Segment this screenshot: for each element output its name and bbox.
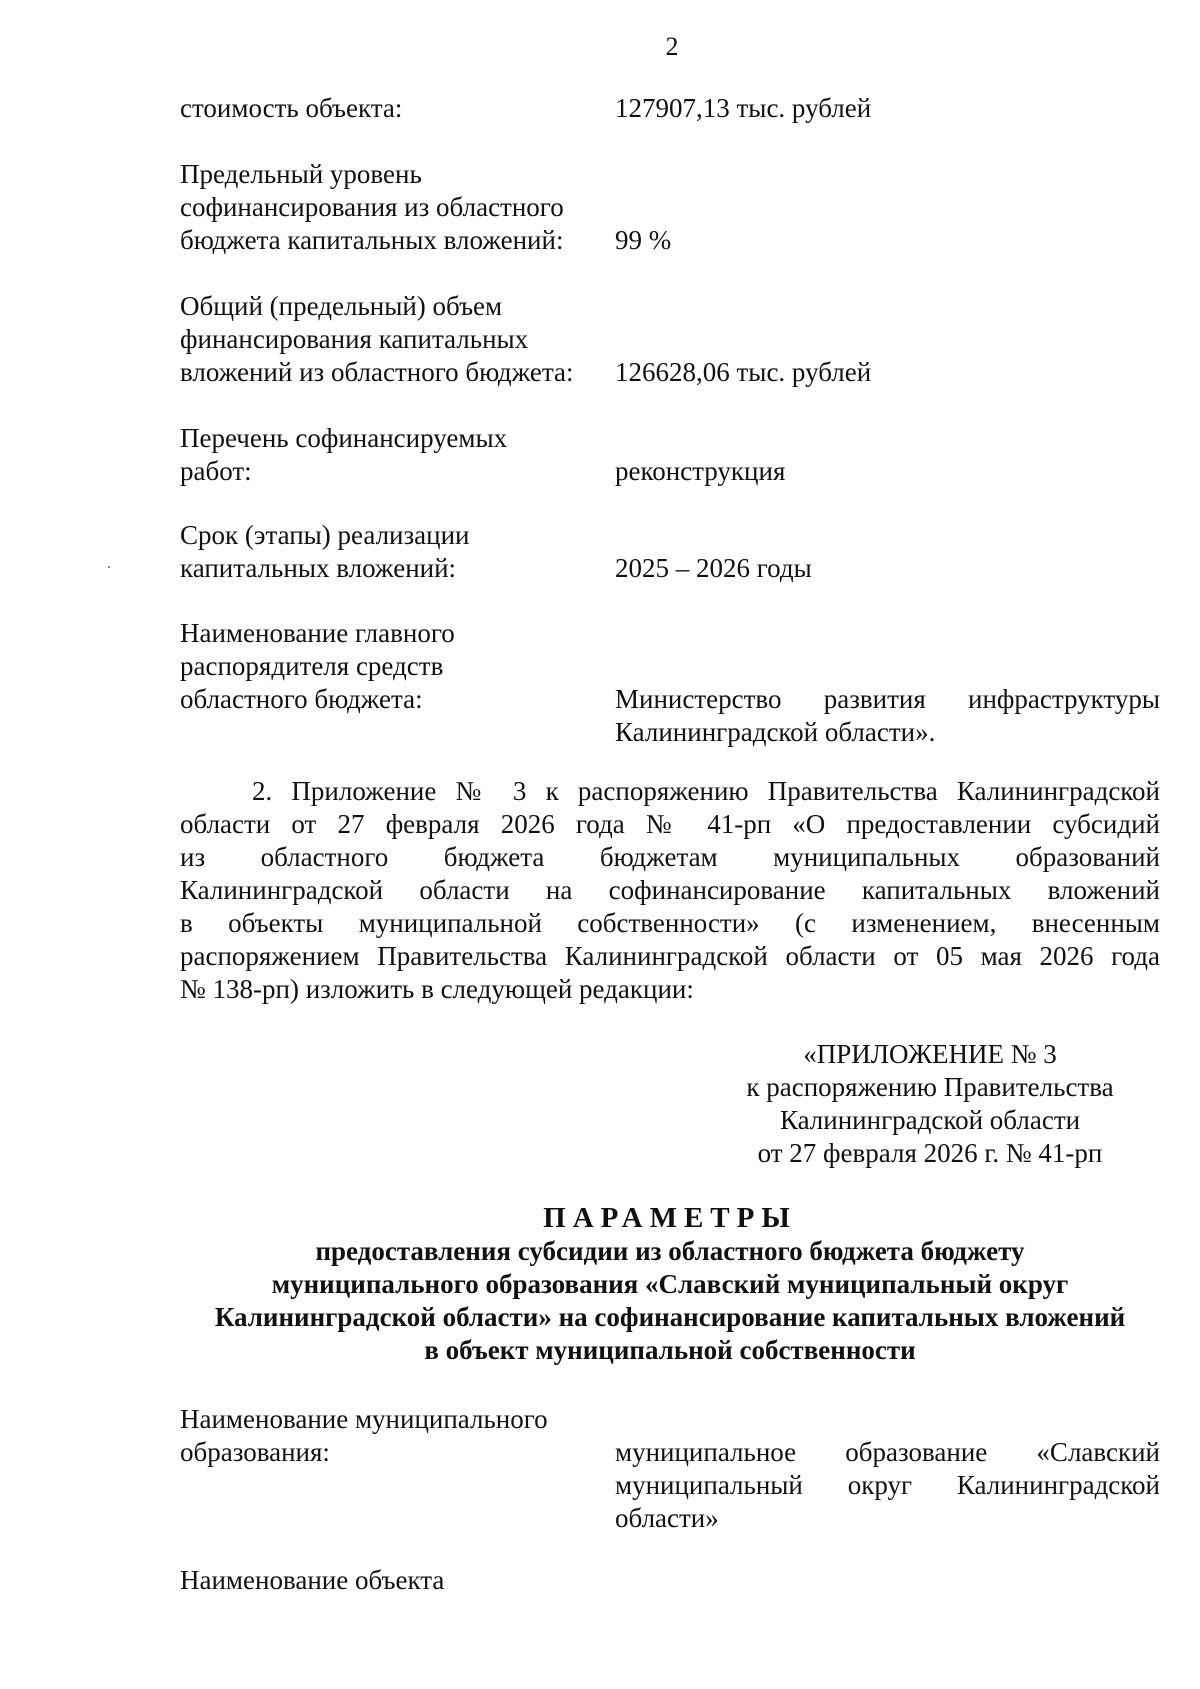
municipality-value <box>615 1436 1160 1535</box>
appendix-line: Калининградской области <box>779 1105 1081 1135</box>
value-line: области» <box>615 1503 719 1533</box>
label-line: областного бюджета: <box>180 684 423 714</box>
value-line: реконструкция <box>615 456 786 486</box>
title-sub-line: в объект муниципальной собственности <box>424 1335 916 1365</box>
parameters-title <box>170 1202 1170 1367</box>
amendment-paragraph <box>180 775 1160 1006</box>
title-sub-line: муниципального образования «Славский муниципальный округ <box>271 1269 1069 1299</box>
appendix-line: к распоряжению Правительства <box>746 1072 1114 1102</box>
label-line: Перечень софинансируемых <box>180 423 508 453</box>
cofinancing-level-label <box>180 158 600 257</box>
paragraph-line: 2. Приложение № 3 к распоряжению Правительства Калининградской <box>252 776 1160 806</box>
administrator-label <box>180 617 600 716</box>
label-line: Общий (предельный) объем <box>180 291 503 321</box>
paragraph-line: из областного бюджета бюджетам муниципальных образований <box>180 842 1160 872</box>
value-line: 99 % <box>615 225 672 255</box>
cost-label <box>180 92 600 125</box>
appendix-line: от 27 февраля 2026 г. № 41-рп <box>757 1138 1103 1168</box>
label-line: капитальных вложений: <box>180 553 457 583</box>
label-line: распорядителя средств <box>180 651 444 681</box>
term-label <box>180 519 600 585</box>
label-line: вложений из областного бюджета: <box>180 357 574 387</box>
label-line: Наименование муниципального <box>180 1404 548 1434</box>
title-main: ПАРАМЕТРЫ <box>543 1202 797 1234</box>
cofinancing-level-value <box>615 224 1160 257</box>
total-financing-label <box>180 290 600 389</box>
value-line: Калининградской области». <box>615 717 936 747</box>
label-line: финансирования капитальных <box>180 324 529 354</box>
appendix-line: «ПРИЛОЖЕНИЕ № 3 <box>803 1039 1057 1069</box>
title-sub-line: Калининградской области» на софинансирование капитальных вложений <box>214 1302 1126 1332</box>
paragraph-line: распоряжением Правительства Калининградской области от 05 мая 2026 года <box>180 941 1160 971</box>
label-line: бюджета капитальных вложений: <box>180 225 564 255</box>
scan-speck <box>108 566 110 568</box>
value-line: 126628,06 тыс. рублей <box>615 357 872 387</box>
label-line: работ: <box>180 456 252 486</box>
total-financing-value <box>615 356 1160 389</box>
label-line: образования: <box>180 1437 330 1467</box>
page-number: 2 <box>665 32 679 61</box>
works-label <box>180 422 600 488</box>
municipality-label <box>180 1403 600 1469</box>
label-line: софинансирования из областного <box>180 192 564 222</box>
label-line: Предельный уровень <box>180 159 422 189</box>
label-line: Наименование главного <box>180 618 455 648</box>
value-line: 127907,13 тыс. рублей <box>615 93 872 123</box>
paragraph-line: области от 27 февраля 2026 года № 41-рп «О предоставлении субсидий <box>180 809 1160 839</box>
cost-value <box>615 92 1160 125</box>
paragraph-line: Калининградской области на софинансирование капитальных вложений <box>180 875 1160 905</box>
term-value <box>615 552 1160 585</box>
paragraph-line: № 138-рп) изложить в следующей редакции: <box>180 974 694 1004</box>
value-line: муниципальное образование «Славский <box>615 1437 1160 1467</box>
title-sub-line: предоставления субсидии из областного бюджета бюджету <box>315 1236 1025 1266</box>
label-line: стоимость объекта: <box>180 93 403 123</box>
object-name-label <box>180 1564 600 1597</box>
appendix-header <box>700 1038 1160 1170</box>
paragraph-line: в объекты муниципальной собственности» (с изменением, внесенным <box>180 908 1160 938</box>
value-line: 2025 – 2026 годы <box>615 553 812 583</box>
label-line: Наименование объекта <box>180 1565 445 1595</box>
label-line: Срок (этапы) реализации <box>180 520 470 550</box>
administrator-value <box>615 683 1160 749</box>
value-line: Министерство развития инфраструктуры <box>615 684 1160 714</box>
value-line: муниципальный округ Калининградской <box>615 1470 1160 1500</box>
works-value <box>615 455 1160 488</box>
